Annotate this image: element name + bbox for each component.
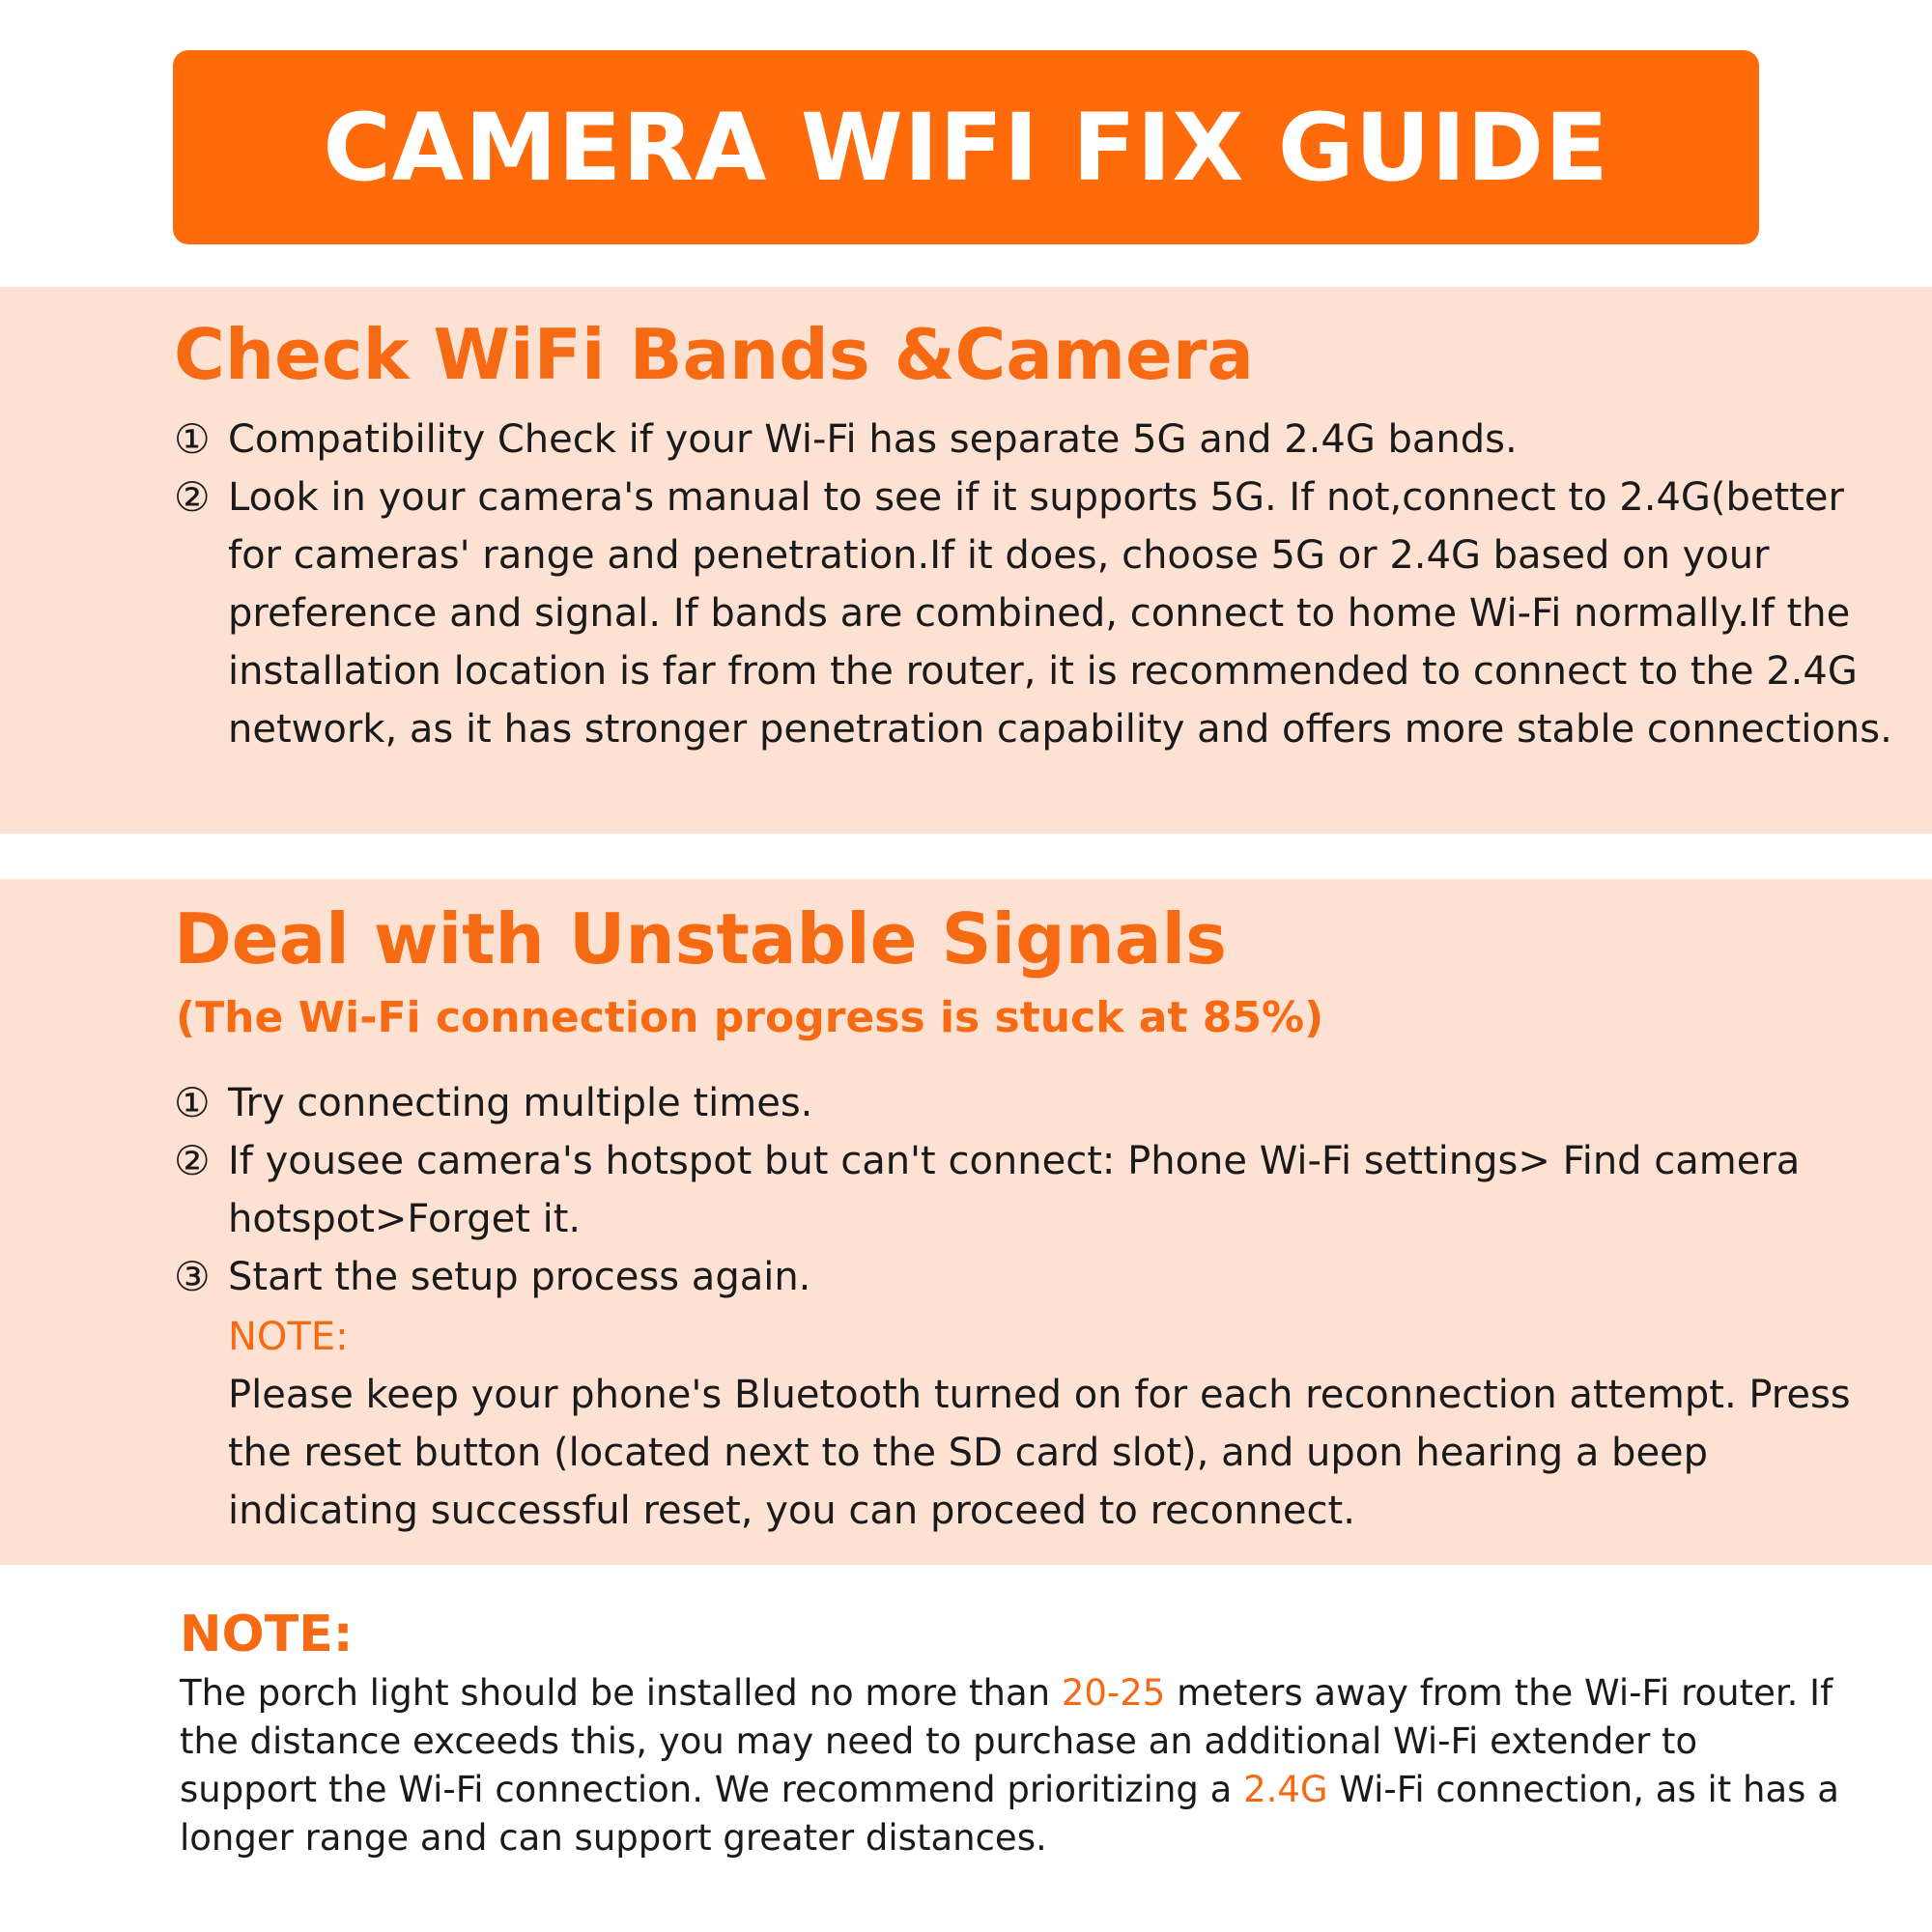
- footer-note: [180, 1604, 1841, 1862]
- section-subheading: (The Wi-Fi connection progress is stuck at 85%): [176, 993, 1324, 1042]
- step-number: ①: [174, 1079, 211, 1126]
- step-text: Look in your camera's manual to see if it supports 5G. If not,connect to 2.4G(better for cameras' range and penetration.If it does, choose 5G or 2.4G based on your preference and signal. If bands are combined, connect to home Wi-Fi normally.If the installation location is far from the router, it is recommended to connect to the 2.4G network, as it has stronger penetration capability and offers more stable connections.: [228, 475, 1892, 752]
- note-text: Please keep your phone's Bluetooth turned on for each reconnection attempt. Press the reset button (located next to the SD card slot), and upon hearing a beep indicating successful reset, you can proceed to reconnect.: [228, 1373, 1851, 1533]
- step-text: Compatibility Check if your Wi-Fi has separate 5G and 2.4G bands.: [228, 417, 1518, 462]
- list-item: [174, 1248, 1903, 1306]
- list-item: [174, 469, 1903, 758]
- step-number: ①: [174, 415, 211, 463]
- step-number: ②: [174, 1137, 211, 1184]
- step-text: Try connecting multiple times.: [228, 1081, 813, 1125]
- step-number: ②: [174, 473, 211, 521]
- band-highlight: 2.4G: [1243, 1769, 1328, 1810]
- step-text: Start the setup process again.: [228, 1255, 811, 1299]
- step-text: If yousee camera's hotspot but can't connect: Phone Wi-Fi settings> Find camera hotspot>Forget it.: [228, 1139, 1801, 1241]
- unstable-signals-steps: [174, 1074, 1903, 1306]
- footer-note-text: [180, 1669, 1841, 1862]
- step-number: ③: [174, 1253, 211, 1300]
- footer-note-text-part2: meters away from the Wi-Fi router. If the distance exceeds this, you may need to purchase an additional Wi-Fi extender to support the Wi-Fi connection. We recommend prioritizing a: [180, 1672, 1833, 1810]
- page-title: CAMERA WIFI FIX GUIDE: [323, 93, 1609, 202]
- list-item: [174, 1074, 1903, 1132]
- section-heading-wifi-bands: Check WiFi Bands &Camera: [174, 314, 1254, 395]
- note-label: NOTE:: [228, 1315, 349, 1359]
- wifi-bands-steps: [174, 411, 1903, 758]
- distance-highlight: 20-25: [1061, 1672, 1166, 1714]
- footer-note-text-part3: Wi-Fi connection, as it has a longer range and can support greater distances.: [180, 1769, 1839, 1859]
- footer-note-text-part1: The porch light should be installed no more than: [180, 1672, 1062, 1714]
- reconnect-note: [228, 1308, 1889, 1540]
- section-heading-unstable-signals: Deal with Unstable Signals: [174, 898, 1228, 980]
- list-item: [174, 411, 1903, 469]
- footer-note-label: NOTE:: [180, 1605, 354, 1663]
- list-item: [174, 1132, 1903, 1248]
- title-banner: [173, 50, 1759, 244]
